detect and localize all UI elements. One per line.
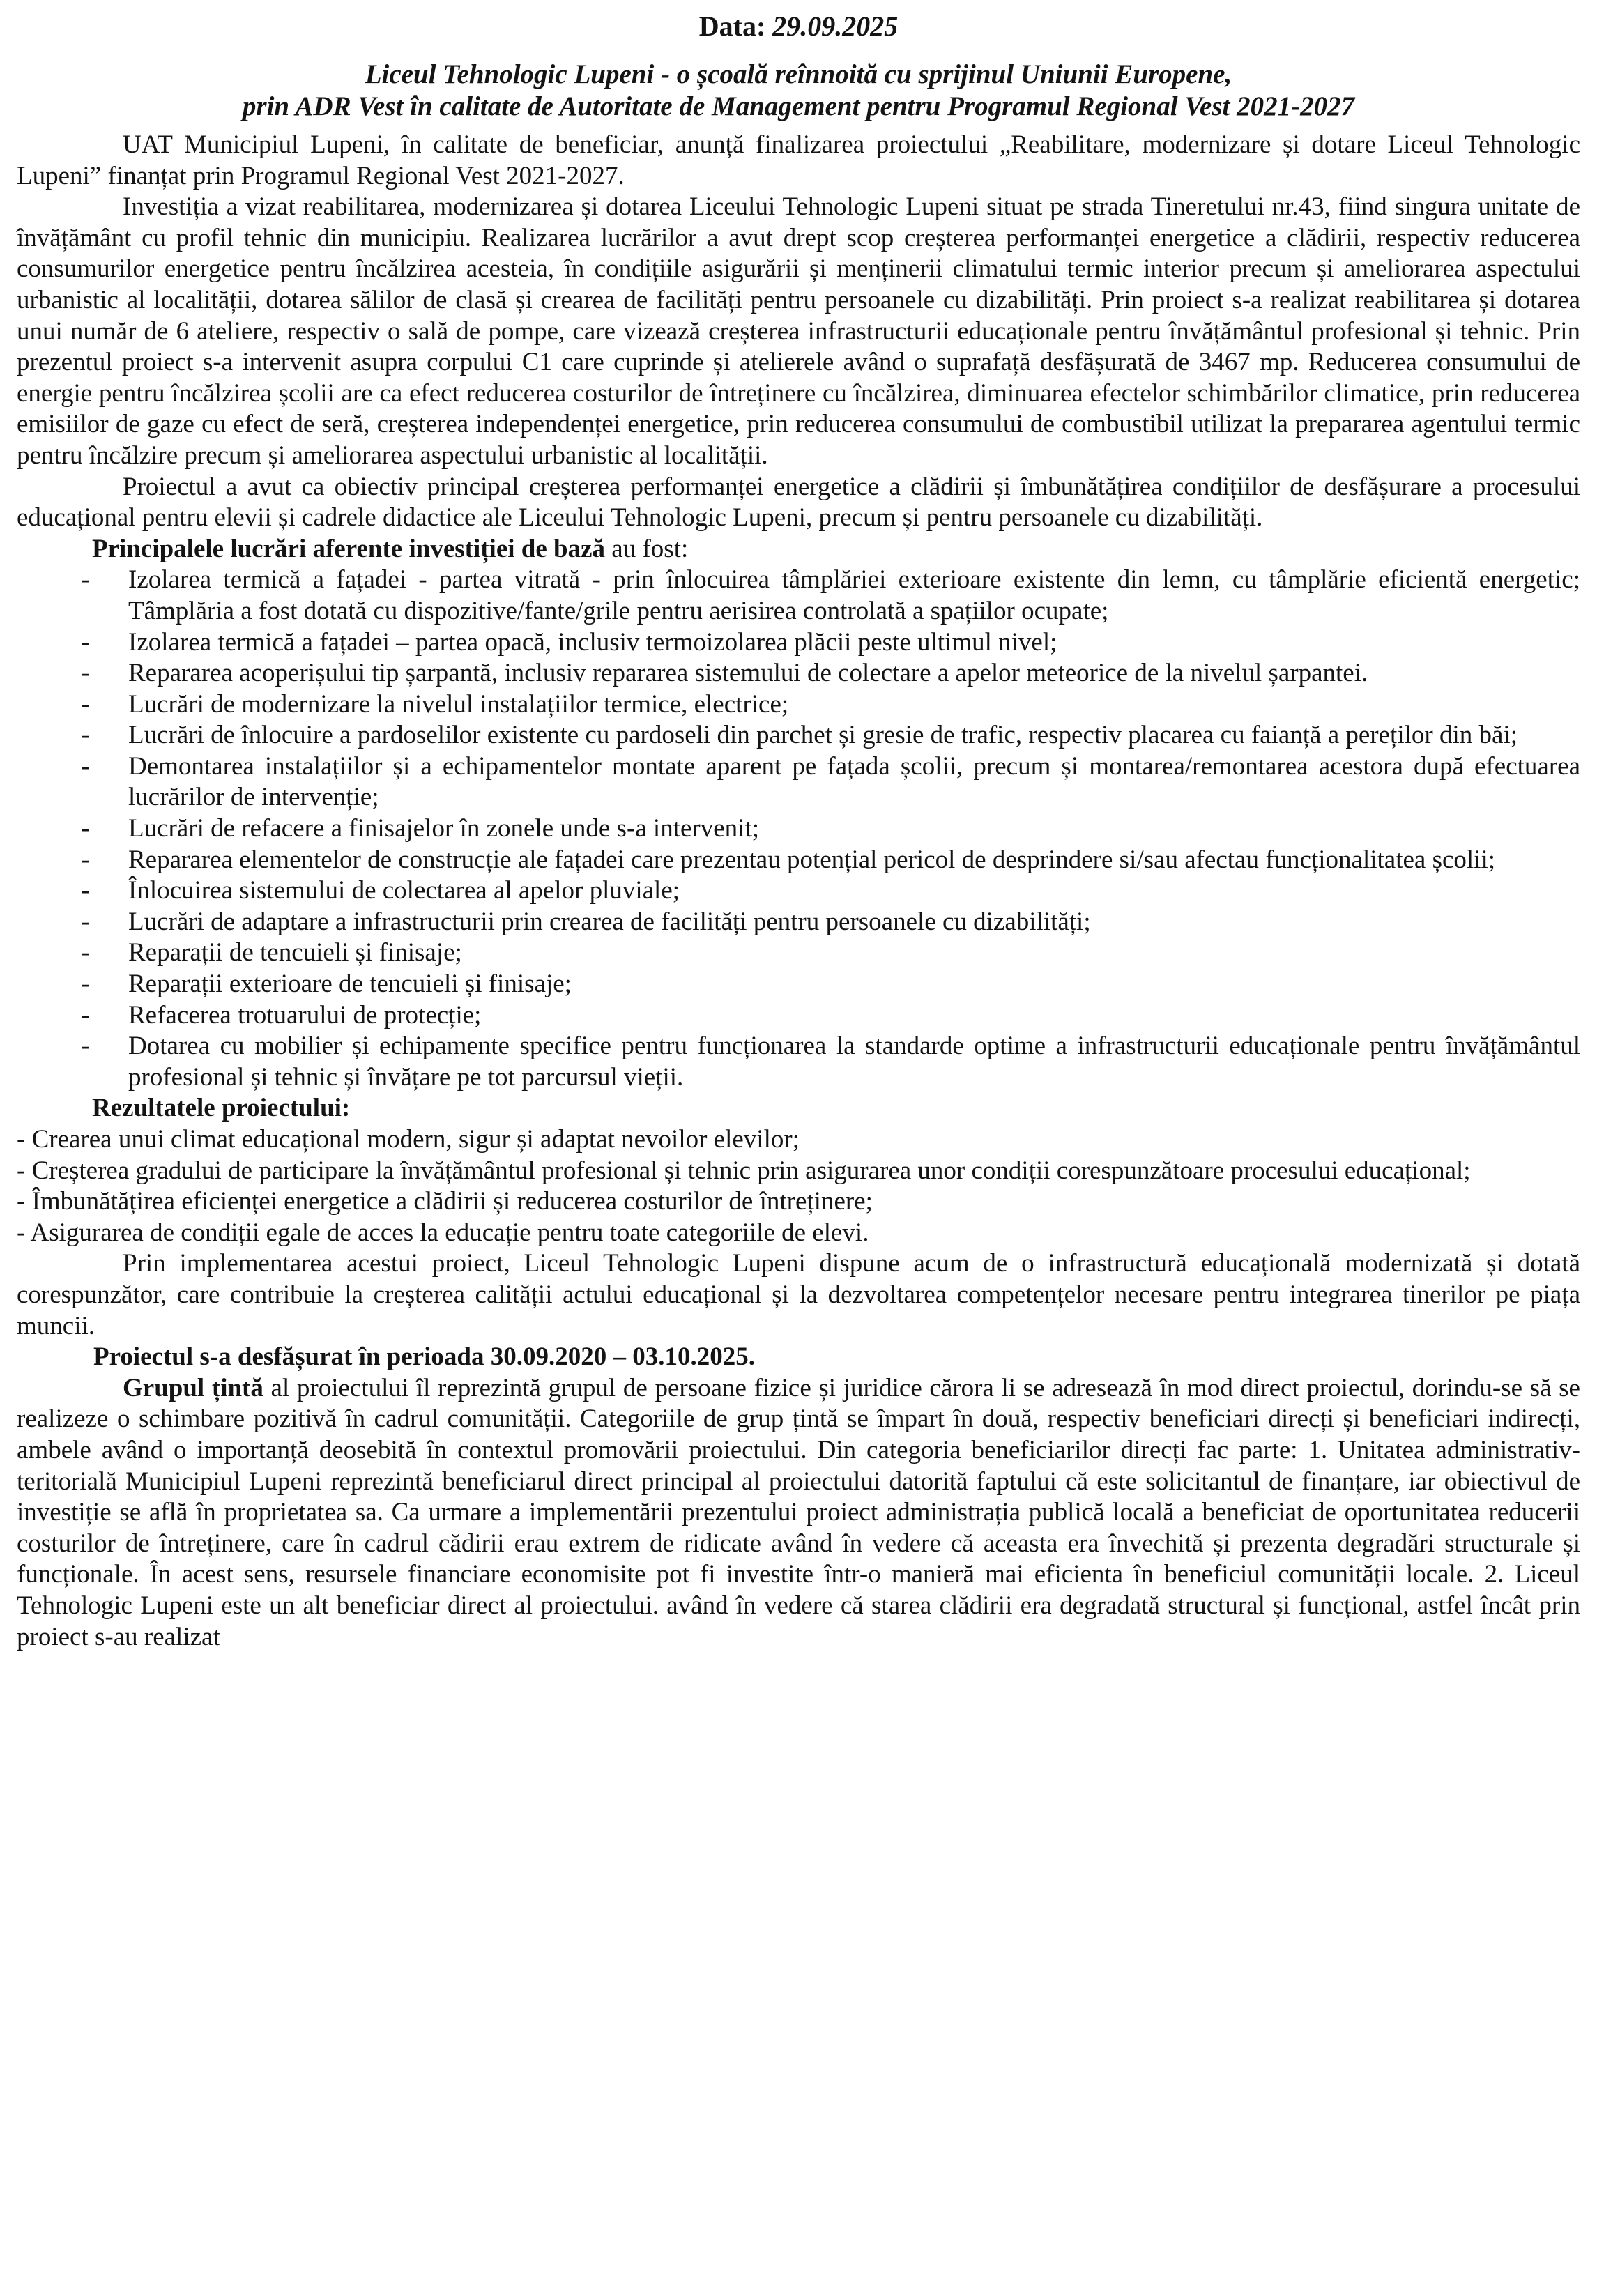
title-line-1: Liceul Tehnologic Lupeni - o școală reînnoită cu sprijinul Uniunii Europene, — [365, 59, 1232, 89]
date-value: 29.09.2025 — [772, 10, 899, 42]
intro-paragraph-1: UAT Municipiul Lupeni, în calitate de beneficiar, anunță finalizarea proiectului „Reabilitare, modernizare și dotare Liceul Tehnologic Lupeni” finanțat prin Programul Regional Vest 2021-2027. — [17, 130, 1580, 190]
dash-bullet: - — [81, 1032, 90, 1061]
results-conclusion: Prin implementarea acestui proiect, Liceul Tehnologic Lupeni dispune acum de o infrastructură educațională modernizată și dotată corespunzător, care contribuie la creșterea calității actului educațional și la dezvoltarea competențelor necesare pentru integrarea tinerilor pe piața muncii. — [17, 1249, 1580, 1340]
target-group-paragraph — [17, 1373, 1580, 1653]
works-list-item: - Lucrări de refacere a finisajelor în zonele unde s-a intervenit; — [17, 813, 1580, 845]
dash-bullet: - — [81, 751, 90, 781]
target-group-text: al proiectului îl reprezintă grupul de persoane fizice și juridice cărora li se adresează în mod direct proiectul, dorindu-se să se realizeze o schimbare pozitivă în cadrul comunității. Categoriile de grup țintă se împart în două, respectiv beneficiari direcți și beneficiari indirecți, ambele având o importanță deosebită în contextul promovării proiectului. Din categoria beneficiarilor direcți fac parte: 1. Unitatea administrativ-teritorială Municipiul Lupeni reprezintă beneficiarul direct principal al proiectului datorită faptului că este solicitantul de finanțare, iar obiectivul de investiție se află în proprietatea sa. Ca urmare a implementării prezentului proiect administrația publică locală a beneficiat de oportunitatea reducerii costurilor de întreținere, care în cadrul cădirii erau extrem de ridicate având în vedere că aceasta era învechită și prezenta degradări structurale și funcționale. În acest sens, resursele financiare economisite pot fi investite într-o manieră mai eficienta în beneficiul comunității locale. 2. Liceul Tehnologic Lupeni este un alt beneficiar direct al proiectului. având în vedere că starea clădirii era degradată structural și funcțional, astfel încât prin proiect s-au realizat — [17, 1373, 1580, 1651]
document-title — [17, 59, 1580, 123]
intro-paragraph-2: Investiția a vizat reabilitarea, modernizarea și dotarea Liceului Tehnologic Lupeni situat pe strada Tineretului nr.43, fiind singura unitate de învățământ cu profil tehnic din municipiu. Realizarea lucrărilor a avut drept scop creșterea performanței energetice a clădirii, respectiv reducerea consumurilor energetice pentru încălzirea acesteia, în condițiile asigurării și menținerii climatului termic interior precum și ameliorarea aspectului urbanistic al localității, dotarea sălilor de clasă și crearea de facilități pentru persoanele cu dizabilități. Prin proiect s-a realizat reabilitarea și dotarea unui număr de 6 ateliere, respectiv o sală de pompe, care vizează creșterea infrastructurii educaționale pentru învățământul profesional și tehnic. Prin prezentul proiect s-a intervenit asupra corpului C1 care cuprinde și atelierele având o suprafață desfășurată de 3467 mp. Reducerea consumului de energie pentru încălzirea școlii are ca efect reducerea costurilor de întreținere cu încălzirea, diminuarea efectelor schimbărilor climatice, prin reducerea emisiilor de gaze cu efect de seră, creșterea independenței energetice, prin reducerea consumului de combustibil utilizat la prepararea agentului termic pentru încălzire precum și ameliorarea aspectului urbanistic al localității. — [17, 192, 1580, 470]
works-list-item: - Lucrări de adaptare a infrastructurii prin crearea de facilități pentru persoanele cu dizabilități; — [17, 907, 1580, 938]
dash-bullet: - — [81, 565, 90, 595]
document-date — [17, 10, 1580, 43]
works-list-item: - Reparații exterioare de tencuieli și finisaje; — [17, 969, 1580, 1000]
dash-bullet: - — [81, 970, 90, 999]
works-heading — [17, 534, 1580, 565]
works-list-item: - Înlocuirea sistemului de colectarea al apelor pluviale; — [17, 875, 1580, 907]
results-item: - Crearea unui climat educațional modern, sigur și adaptat nevoilor elevilor; — [17, 1125, 800, 1154]
project-period: Proiectul s-a desfășurat în perioada 30.09.2020 – 03.10.2025. — [93, 1342, 755, 1372]
works-list-item: - Refacerea trotuarului de protecție; — [17, 1000, 1580, 1032]
works-list-item: - Reparații de tencuieli și finisaje; — [17, 937, 1580, 969]
works-list-item: - Izolarea termică a fațadei - partea vitrată - prin înlocuirea tâmplăriei exterioare existente din lemn, cu tâmplărie eficientă energetic; Tâmplăria a fost dotată cu dispozitive/fante/grile pentru aerisirea controlată a spațiilor ocupate; — [81, 565, 1580, 625]
dash-bullet: - — [81, 845, 90, 874]
dash-bullet: - — [81, 938, 90, 967]
results-item: - Creșterea gradului de participare la învățământul profesional și tehnic prin asigurarea unor condiții corespunzătoare procesului educațional; — [17, 1156, 1471, 1185]
works-list-item: - Repararea acoperișului tip șarpantă, inclusiv repararea sistemului de colectare a apelor meteorice de la nivelul șarpantei. — [17, 658, 1580, 689]
dash-bullet: - — [81, 1000, 90, 1030]
results-heading: Rezultatele proiectului: — [92, 1094, 351, 1123]
dash-bullet: - — [81, 689, 90, 719]
dash-bullet: - — [81, 814, 90, 843]
dash-bullet: - — [81, 627, 90, 657]
works-list-item: - Lucrări de modernizare la nivelul instalațiilor termice, electrice; — [17, 689, 1580, 721]
works-list-item: - Lucrări de înlocuire a pardoselilor existente cu pardoseli din parchet și gresie de trafic, respectiv placarea cu faianță a pereților din băi; — [17, 720, 1580, 751]
results-item: - Asigurarea de condiții egale de acces la educație pentru toate categoriile de elevi. — [17, 1218, 869, 1247]
works-list-item: - Repararea elementelor de construcție ale fațadei care prezentau potențial pericol de desprindere si/sau afectau funcționalitatea școlii; — [17, 845, 1580, 876]
date-label: Data: — [698, 10, 766, 42]
title-line-2: prin ADR Vest în calitate de Autoritate de Management pentru Programul Regional Vest 2021-2027 — [242, 91, 1355, 121]
works-list-item: - Izolarea termică a fațadei – partea opacă, inclusiv termoizolarea plăcii peste ultimul nivel; — [17, 627, 1580, 659]
intro-paragraph-3: Proiectul a avut ca obiectiv principal creșterea performanței energetice a clădirii și îmbunătățirea condițiilor de desfășurare a procesului educațional pentru elevii și cadrele didactice ale Liceului Tehnologic Lupeni, precum și pentru persoanele cu dizabilități. — [17, 472, 1580, 533]
works-heading-rest: au fost: — [605, 534, 689, 563]
dash-bullet: - — [81, 659, 90, 688]
dash-bullet: - — [81, 876, 90, 905]
works-list — [17, 565, 1580, 1093]
target-group-lead: Grupul țintă — [123, 1373, 263, 1402]
results-item: - Îmbunătățirea eficienței energetice a clădirii și reducerea costurilor de întreținere; — [17, 1187, 873, 1216]
dash-bullet: - — [81, 907, 90, 936]
works-list-item: - Demontarea instalațiilor și a echipamentelor montate aparent pe fațada școlii, precum și montarea/remontarea acestora după efectuarea lucrărilor de intervenție; — [81, 751, 1580, 812]
works-list-item: - Dotarea cu mobilier și echipamente specifice pentru funcționarea la standarde optime a infrastructurii educaționale pentru învățământul profesional și tehnic și învățare pe tot parcursul vieții. — [81, 1032, 1580, 1092]
dash-bullet: - — [81, 721, 90, 750]
works-heading-bold: Principalele lucrări aferente investiției de bază — [92, 534, 606, 563]
